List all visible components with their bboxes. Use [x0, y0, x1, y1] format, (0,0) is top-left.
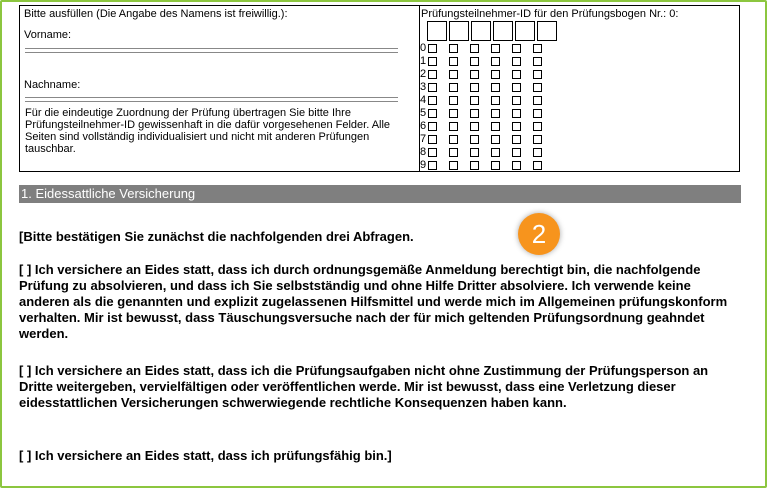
- digit-checkbox[interactable]: [470, 161, 479, 170]
- digit-label: 5: [420, 107, 427, 119]
- digit-row: [420, 42, 554, 55]
- digit-checkbox[interactable]: [449, 109, 458, 118]
- digit-checkbox[interactable]: [428, 44, 437, 53]
- declaration-confidentiality[interactable]: [ ] Ich versichere an Eides statt, dass ich die Prüfungsaufgaben nicht ohne Zustimmung der Prüfungsperson an Dritte weitergeben, vervielfältigen oder veröffentlichen werde. Mir ist bewusst, dass eine Verletzung dieser eidesstattlichen Versicherungen schwerwiegende rechtliche Konsequenzen haben kann.: [19, 363, 709, 410]
- digit-checkbox[interactable]: [470, 96, 479, 105]
- digit-checkbox[interactable]: [491, 57, 500, 66]
- digit-checkbox[interactable]: [428, 122, 437, 131]
- digit-checkbox[interactable]: [533, 161, 542, 170]
- digit-label: 4: [420, 94, 427, 106]
- digit-checkbox[interactable]: [449, 161, 458, 170]
- intro-text: [Bitte bestätigen Sie zunächst die nachfolgenden drei Abfragen.: [19, 229, 414, 244]
- first-name-field[interactable]: [25, 48, 398, 53]
- digit-checkbox[interactable]: [470, 57, 479, 66]
- digit-checkbox[interactable]: [449, 57, 458, 66]
- digit-checkbox[interactable]: [491, 70, 500, 79]
- digit-checkbox[interactable]: [428, 148, 437, 157]
- id-section: [420, 6, 740, 171]
- digit-checkbox[interactable]: [491, 44, 500, 53]
- digit-checkbox[interactable]: [491, 109, 500, 118]
- last-name-label: Nachname:: [24, 79, 81, 91]
- digit-label: 8: [420, 146, 427, 158]
- digit-checkbox[interactable]: [470, 109, 479, 118]
- digit-checkbox[interactable]: [428, 109, 437, 118]
- id-digit-box[interactable]: [537, 21, 557, 41]
- digit-label: 6: [420, 120, 427, 132]
- digit-checkbox[interactable]: [470, 122, 479, 131]
- digit-checkbox[interactable]: [512, 57, 521, 66]
- digit-checkbox[interactable]: [512, 70, 521, 79]
- digit-row: [420, 146, 554, 159]
- digit-row: [420, 107, 554, 120]
- digit-checkbox[interactable]: [470, 83, 479, 92]
- id-label: Prüfungsteilnehmer-ID für den Prüfungsbogen Nr.: 0:: [421, 8, 679, 20]
- name-section: [20, 6, 420, 171]
- digit-checkbox[interactable]: [512, 148, 521, 157]
- digit-checkbox[interactable]: [428, 96, 437, 105]
- digit-checkbox[interactable]: [512, 96, 521, 105]
- digit-checkbox[interactable]: [512, 83, 521, 92]
- exam-header-form: [19, 5, 740, 172]
- digit-row: [420, 133, 554, 146]
- digit-checkbox[interactable]: [449, 44, 458, 53]
- id-digit-box[interactable]: [493, 21, 513, 41]
- digit-checkbox[interactable]: [449, 122, 458, 131]
- first-name-label: Vorname:: [24, 29, 72, 41]
- digit-checkbox[interactable]: [512, 44, 521, 53]
- id-digit-box[interactable]: [427, 21, 447, 41]
- digit-checkbox[interactable]: [512, 161, 521, 170]
- declaration-registration[interactable]: [ ] Ich versichere an Eides statt, dass ich durch ordnungsgemäße Anmeldung berechtigt bin, die nachfolgende Prüfung zu absolvieren, und dass ich Sie selbstständig und ohne Hilfe Dritter absolviere. Ich verwende keine anderen als die genannten und explizit zugelassenen Hilfsmittel und werde mich im Allgemeinen prüfungskonform verhalten. Mir ist bewusst, dass Täuschungsversuche nach der für mich geltenden Prüfungsordnung geahndet werden.: [19, 262, 728, 341]
- digit-checkbox[interactable]: [428, 161, 437, 170]
- digit-checkbox[interactable]: [533, 83, 542, 92]
- digit-checkbox[interactable]: [533, 148, 542, 157]
- digit-checkbox[interactable]: [491, 161, 500, 170]
- digit-checkbox[interactable]: [533, 135, 542, 144]
- digit-checkbox[interactable]: [512, 135, 521, 144]
- digit-row: [420, 94, 554, 107]
- digit-row: [420, 120, 554, 133]
- digit-checkbox[interactable]: [449, 135, 458, 144]
- id-digit-box[interactable]: [449, 21, 469, 41]
- digit-label: 1: [420, 55, 427, 67]
- digit-checkbox[interactable]: [533, 96, 542, 105]
- digit-label: 0: [420, 42, 427, 54]
- digit-checkbox[interactable]: [491, 83, 500, 92]
- digit-checkbox[interactable]: [449, 70, 458, 79]
- digit-checkbox[interactable]: [470, 148, 479, 157]
- digit-checkbox[interactable]: [470, 135, 479, 144]
- last-name-field[interactable]: [25, 97, 398, 102]
- id-digit-box[interactable]: [515, 21, 535, 41]
- digit-checkbox[interactable]: [470, 44, 479, 53]
- digit-checkbox[interactable]: [491, 122, 500, 131]
- digit-checkbox[interactable]: [428, 83, 437, 92]
- digit-checkbox[interactable]: [449, 83, 458, 92]
- digit-row: [420, 81, 554, 94]
- digit-checkbox[interactable]: [428, 70, 437, 79]
- digit-checkbox[interactable]: [428, 57, 437, 66]
- digit-checkbox[interactable]: [428, 135, 437, 144]
- declaration-fitness[interactable]: [ ] Ich versichere an Eides statt, dass ich prüfungsfähig bin.]: [19, 448, 392, 463]
- digit-checkbox[interactable]: [533, 70, 542, 79]
- digit-row: [420, 159, 554, 172]
- digit-label: 2: [420, 68, 427, 80]
- digit-checkbox[interactable]: [449, 96, 458, 105]
- digit-checkbox[interactable]: [512, 109, 521, 118]
- digit-checkbox[interactable]: [512, 122, 521, 131]
- digit-checkbox[interactable]: [533, 44, 542, 53]
- digit-label: 9: [420, 159, 427, 171]
- digit-checkbox[interactable]: [491, 96, 500, 105]
- digit-checkbox[interactable]: [491, 148, 500, 157]
- digit-checkbox[interactable]: [470, 70, 479, 79]
- id-digit-box[interactable]: [471, 21, 491, 41]
- id-entry-boxes: [427, 21, 559, 41]
- digit-label: 3: [420, 81, 427, 93]
- digit-row: [420, 55, 554, 68]
- digit-checkbox[interactable]: [449, 148, 458, 157]
- fill-instruction: Bitte ausfüllen (Die Angabe des Namens ist freiwillig.):: [24, 8, 288, 20]
- digit-checkbox[interactable]: [491, 135, 500, 144]
- digit-label: 7: [420, 133, 427, 145]
- digit-checkbox[interactable]: [533, 57, 542, 66]
- section-header: 1. Eidessattliche Versicherung: [19, 185, 741, 203]
- digit-checkbox[interactable]: [533, 122, 542, 131]
- digit-checkbox[interactable]: [533, 109, 542, 118]
- step-number-badge: 2: [518, 213, 560, 255]
- digit-row: [420, 68, 554, 81]
- id-info-text: Für die eindeutige Zuordnung der Prüfung übertragen Sie bitte Ihre Prüfungsteilnehmer-ID gewissenhaft in die dafür vorgesehenen Felder. Alle Seiten sind vollständig individualisiert und nicht mit anderen Prüfungen tauschbar.: [25, 107, 391, 155]
